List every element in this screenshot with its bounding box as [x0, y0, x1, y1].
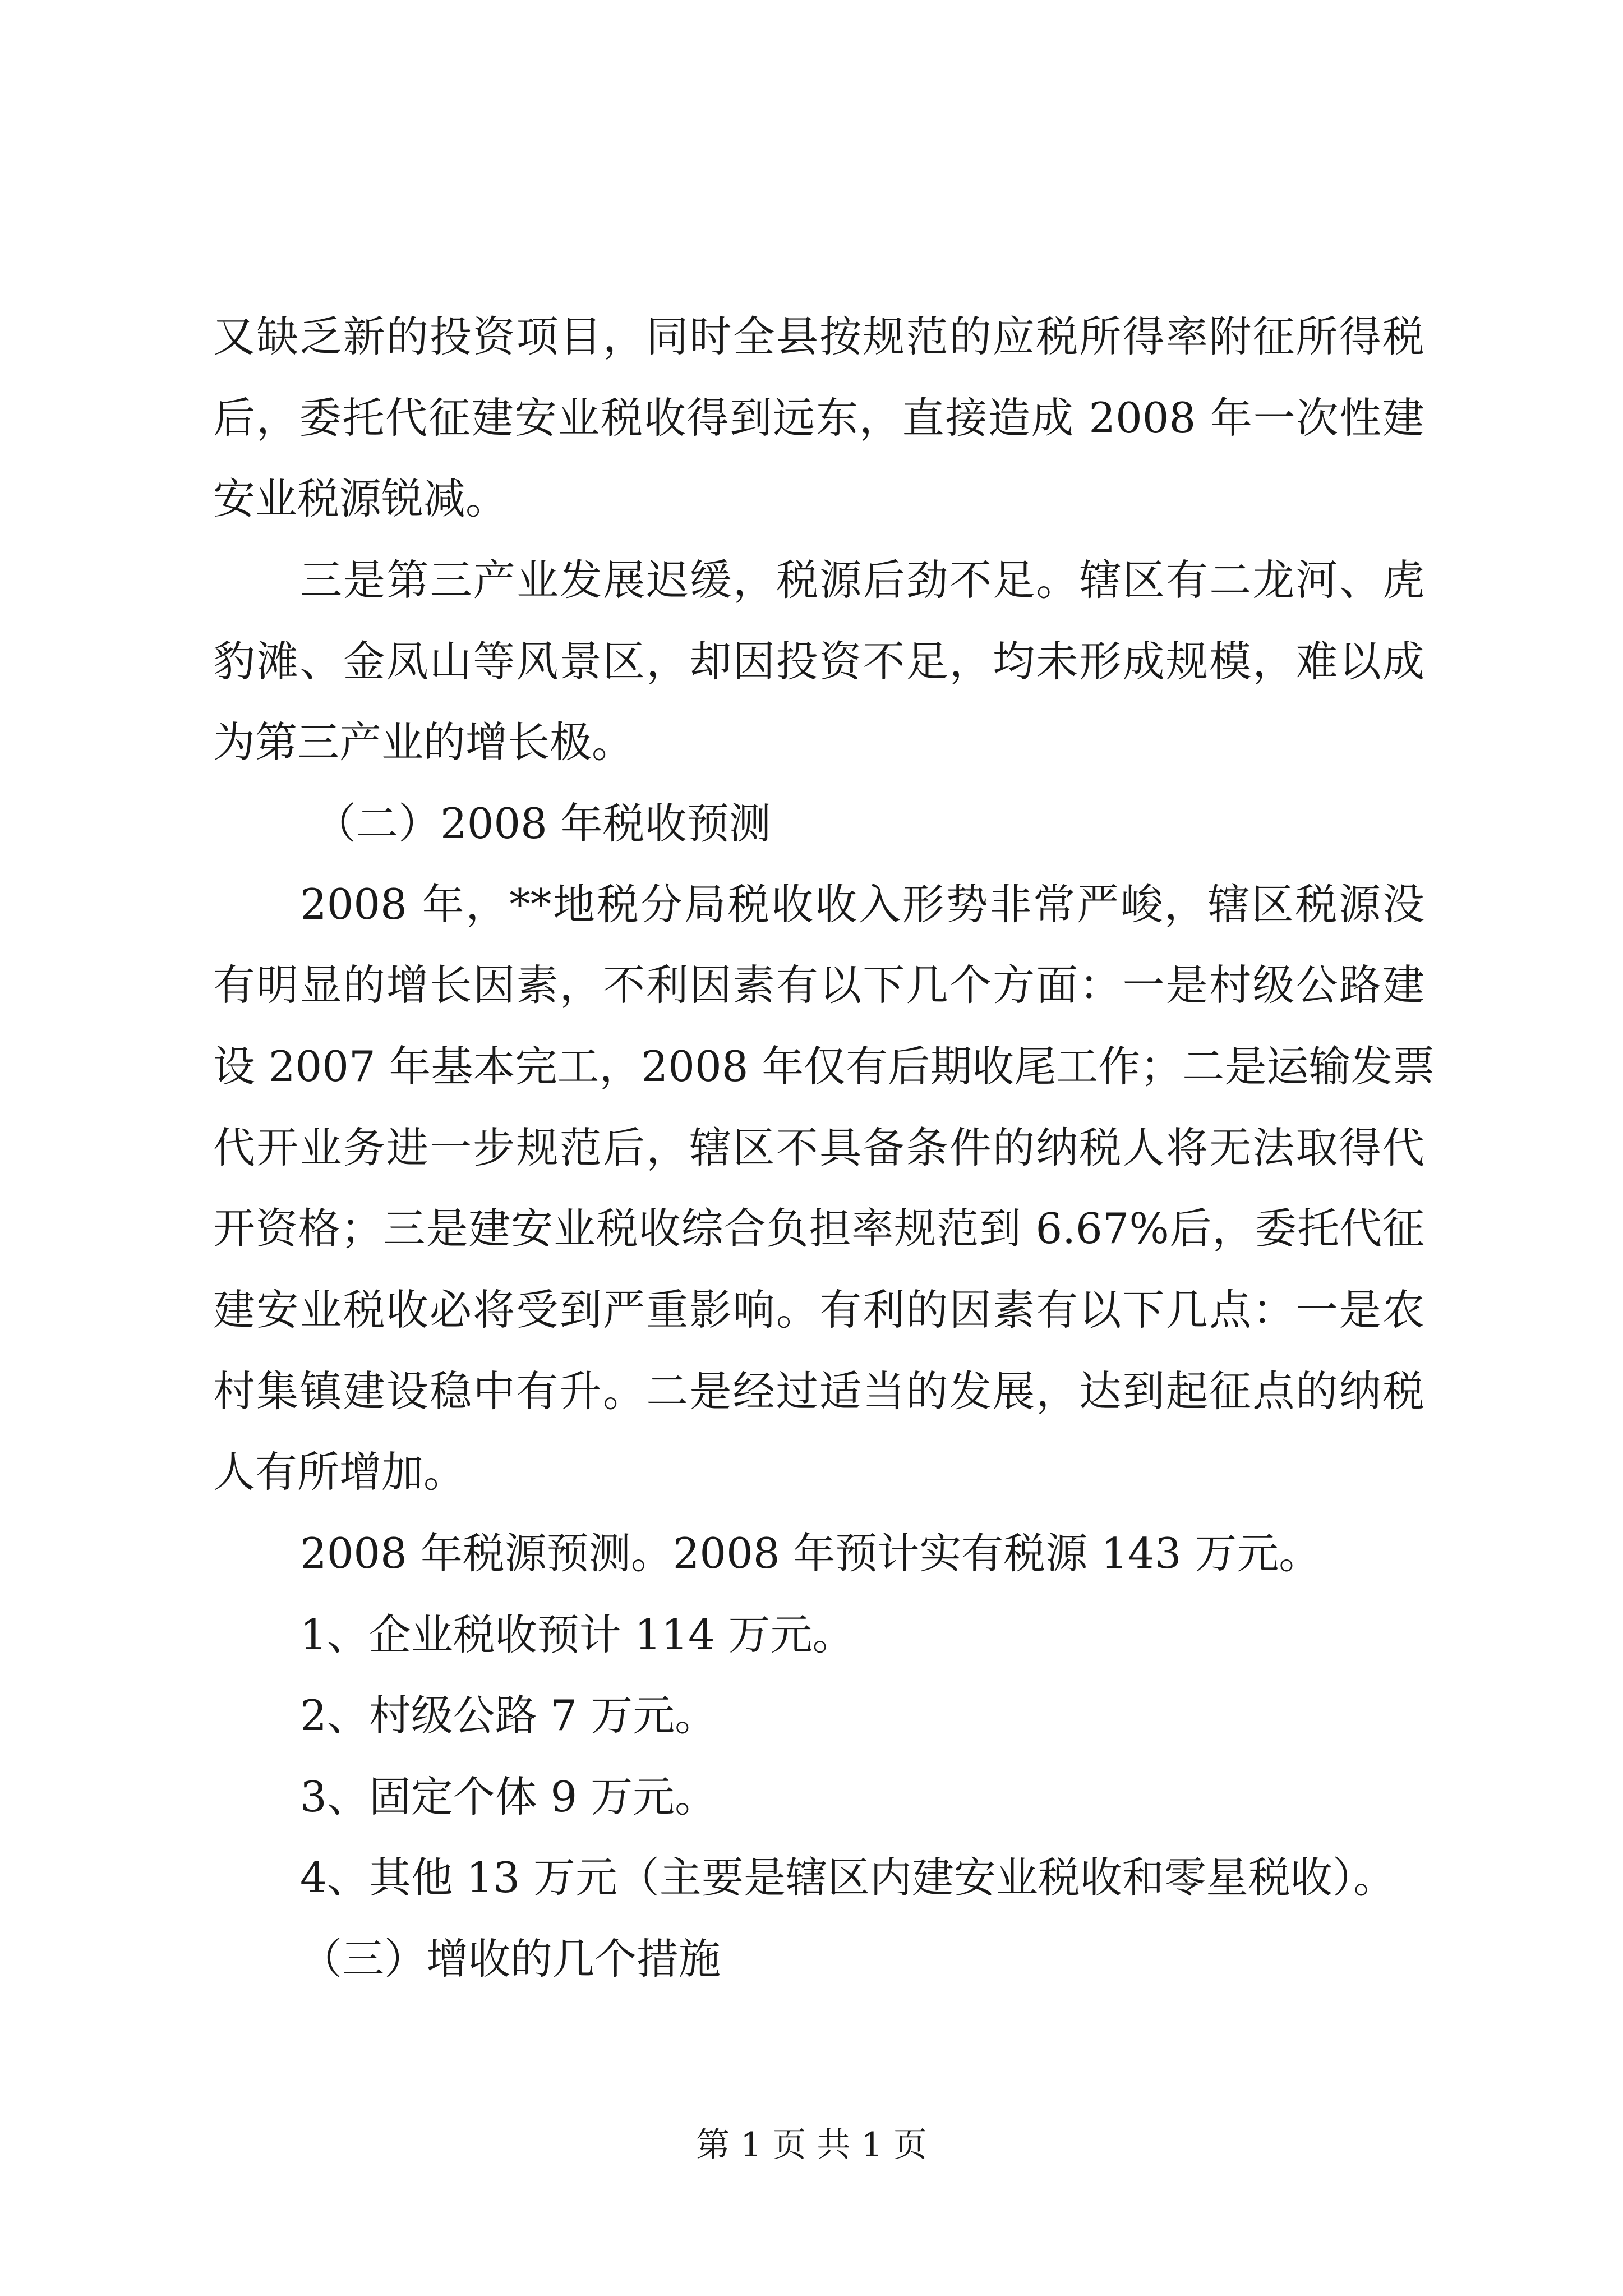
paragraph-line: 后，委托代征建安业税收得到远东，直接造成 2008 年一次性建: [213, 393, 1424, 443]
paragraph-line: 村集镇建设稳中有升。二是经过适当的发展，达到起征点的纳税: [213, 1366, 1424, 1416]
page-footer: 第 1 页 共 1 页: [696, 2125, 927, 2165]
list-item: 3、固定个体 9 万元。: [300, 1772, 717, 1821]
paragraph-line: 设 2007 年基本完工，2008 年仅有后期收尾工作；二是运输发票: [213, 1042, 1435, 1091]
paragraph-line: 开资格；三是建安业税收综合负担率规范到 6.67%后，委托代征: [213, 1204, 1424, 1253]
list-item: 1、企业税收预计 114 万元。: [300, 1610, 855, 1659]
paragraph-line: 2008 年税源预测。2008 年预计实有税源 143 万元。: [300, 1529, 1321, 1578]
paragraph-line: 建安业税收必将受到严重影响。有利的因素有以下几点：一是农: [213, 1285, 1424, 1335]
section-heading: （二）2008 年税收预测: [314, 799, 771, 848]
paragraph-line: 安业税源锐减。: [213, 474, 508, 523]
section-heading: （三）增收的几个措施: [300, 1934, 721, 1984]
paragraph-line: 三是第三产业发展迟缓，税源后劲不足。辖区有二龙河、虎: [300, 555, 1424, 605]
paragraph-line: 代开业务进一步规范后，辖区不具备条件的纳税人将无法取得代: [213, 1123, 1424, 1172]
list-item: 2、村级公路 7 万元。: [300, 1691, 717, 1740]
paragraph-line: 有明显的增长因素，不利因素有以下几个方面：一是村级公路建: [213, 960, 1424, 1010]
list-item: 4、其他 13 万元（主要是辖区内建安业税收和零星税收）。: [300, 1853, 1396, 1902]
paragraph-line: 豹滩、金凤山等风景区，却因投资不足，均未形成规模，难以成: [213, 637, 1424, 686]
paragraph-line: 人有所增加。: [213, 1447, 466, 1497]
paragraph-line: 又缺乏新的投资项目，同时全县按规范的应税所得率附征所得税: [213, 312, 1424, 361]
paragraph-line: 2008 年，**地税分局税收收入形势非常严峻，辖区税源没: [300, 880, 1424, 929]
paragraph-line: 为第三产业的增长极。: [213, 717, 634, 767]
